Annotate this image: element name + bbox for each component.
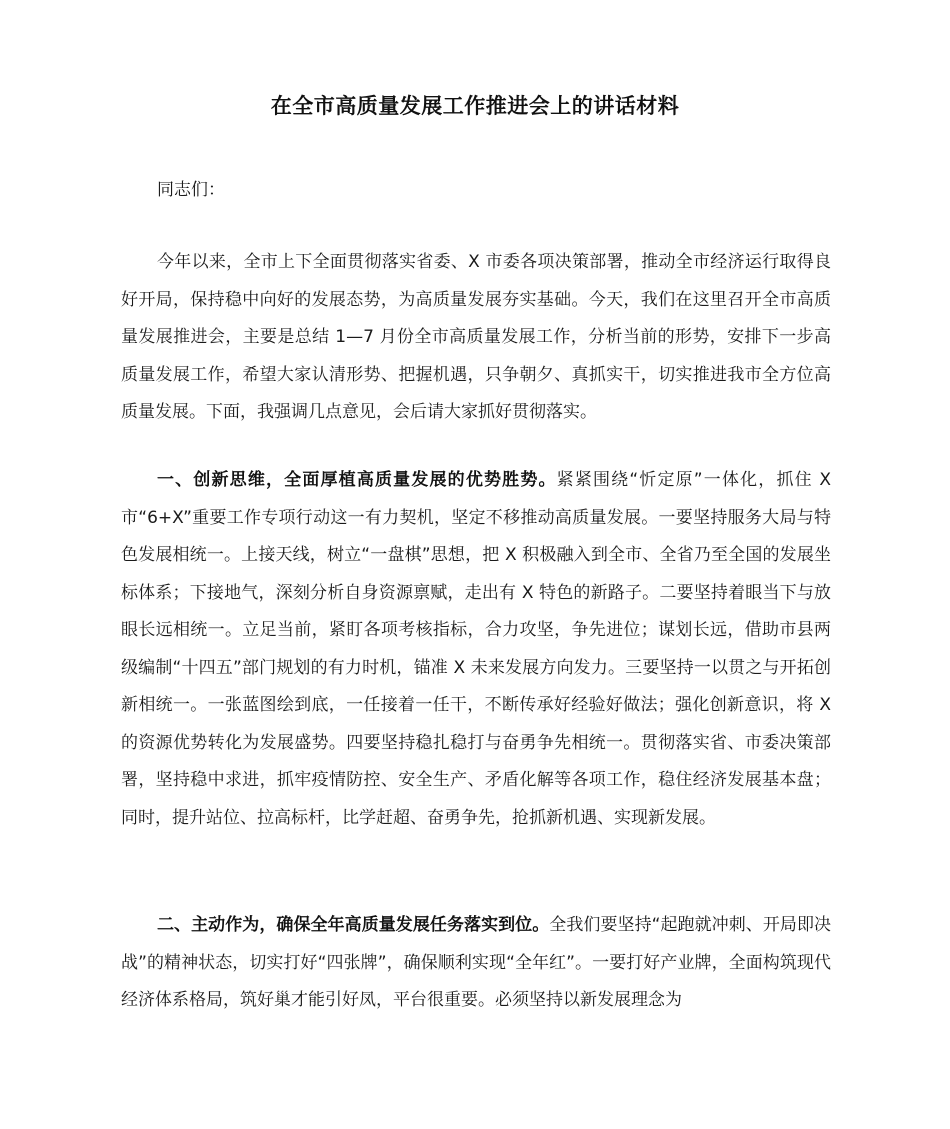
paragraph-section-1 [121,462,831,837]
section-1-text: 紧紧围绕“忻定原”一体化，抓住 X 市“6+X”重要工作专项行动这一有力契机，坚定不移推动高质量发展。一要坚持服务大局与特色发展相统一。上接天线，树立“一盘棋”思想，把 X 积极融入到全市、全省乃至全国的发展坐标体系；下接地气，深刻分析自身资源禀赋，走出有 X 特色的新路子。二要坚持着眼当下与放眼长远相统一。立足当前，紧盯各项考核指标，合力攻坚，争先进位；谋划长远，借助市县两级编制“十四五”部门规划的有力时机，锚准 X 未来发展方向发力。三要坚持一以贯之与开拓创新相统一。一张蓝图绘到底，一任接着一任干，不断传承好经验好做法；强化创新意识，将 X 的资源优势转化为发展盛势。四要坚持稳扎稳打与奋勇争先相统一。贯彻落实省、市委决策部署，坚持稳中求进，抓牢疫情防控、安全生产、矛盾化解等各项工作，稳住经济发展基本盘；同时，提升站位、拉高标杆，比学赶超、奋勇争先，抢抓新机遇、实现新发展。 [121,470,832,828]
document-title: 在全市高质量发展工作推进会上的讲话材料 [270,94,680,118]
section-1-heading: 一、创新思维，全面厚植高质量发展的优势胜势。 [157,470,557,490]
greeting: 同志们： [157,180,225,200]
section-2-heading: 二、主动作为，确保全年高质量发展任务落实到位。 [157,915,550,935]
paragraph-intro [121,244,831,432]
paragraph-section-2 [121,907,831,1020]
section-2-text: 全我们要坚持“起跑就冲刺、开局即决战”的精神状态，切实打好“四张牌”，确保顺利实现“全年红”。一要打好产业牌，全面构筑现代经济体系格局，筑好巢才能引好凤，平台很重要。必须坚持以新发展理念为 [121,915,832,1010]
paragraph-intro-text: 今年以来，全市上下全面贯彻落实省委、X 市委各项决策部署，推动全市经济运行取得良好开局，保持稳中向好的发展态势，为高质量发展夯实基础。今天，我们在这里召开全市高质量发展推进会，主要是总结 1—7 月份全市高质量发展工作，分析当前的形势，安排下一步高质量发展工作，希望大家认清形势、把握机遇，只争朝夕、真抓实干，切实推进我市全方位高质量发展。下面，我强调几点意见，会后请大家抓好贯彻落实。 [121,252,831,422]
